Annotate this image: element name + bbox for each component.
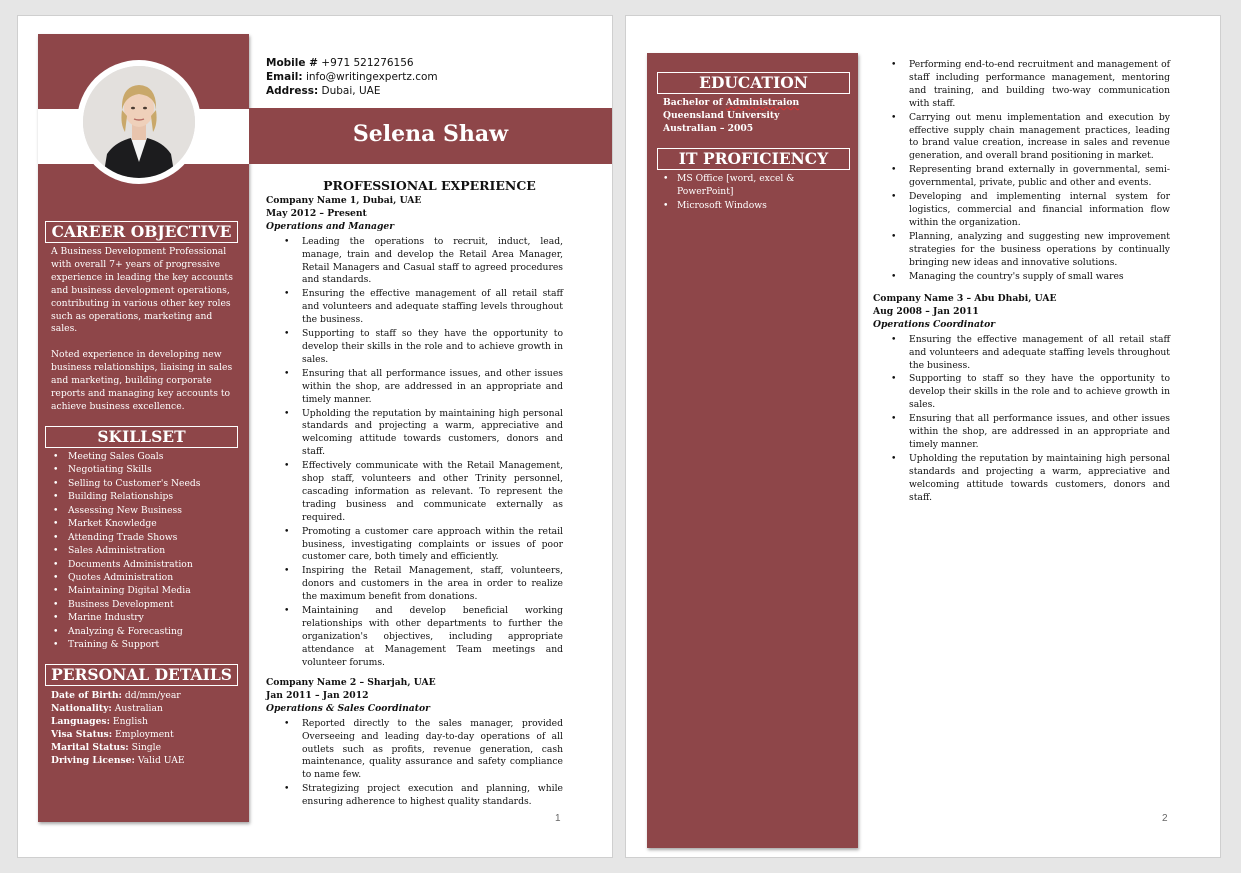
job-bullet: • Performing end-to-end recruitment and management of staff including performance management, mentoring and training, and building two-way communication with staff. xyxy=(873,59,1170,111)
page-number: 1 xyxy=(555,813,561,824)
it-proficiency-list xyxy=(659,173,829,214)
mobile-value: +971 521276156 xyxy=(321,57,414,69)
page-number: 2 xyxy=(1162,813,1168,824)
education-university: Queensland University xyxy=(663,109,780,121)
job-bullet: • Reported directly to the sales manager, provided Overseeing and leading day-to-day operations of all outlets such as profits, revenue generation, cash maintenance, quality assurance and safety compliance to name few. xyxy=(266,718,563,783)
pd-label: Nationality: xyxy=(51,703,112,714)
job-bullet: • Strategizing project execution and planning, while ensuring adherence to highest quality standards. xyxy=(266,783,563,809)
name-banner xyxy=(249,108,612,164)
job-bullets xyxy=(266,718,563,809)
skill-item: • Meeting Sales Goals xyxy=(49,450,239,463)
job-bullet: • Supporting to staff so they have the opportunity to develop their skills in the role and to achieve growth in sales. xyxy=(266,328,563,367)
job-company: Company Name 2 – Sharjah, UAE xyxy=(266,677,436,688)
page-1 xyxy=(17,15,613,858)
career-objective-title: CAREER OBJECTIVE xyxy=(45,221,238,243)
pd-row-license xyxy=(51,754,235,767)
job-role: Operations Coordinator xyxy=(873,318,996,330)
job-dates: Jan 2011 – Jan 2012 xyxy=(266,689,369,701)
job-bullet: • Ensuring the effective management of all retail staff and volunteers and adequate staffing levels throughout the business. xyxy=(266,288,563,327)
candidate-name: Selena Shaw xyxy=(352,121,509,147)
job-2-continued xyxy=(873,59,1170,284)
contact-address xyxy=(266,84,438,98)
job-3 xyxy=(873,293,1170,506)
job-company: Company Name 1, Dubai, UAE xyxy=(266,195,422,206)
skill-item: • Analyzing & Forecasting xyxy=(49,625,239,638)
pd-label: Driving License: xyxy=(51,755,135,766)
job-role: Operations and Manager xyxy=(266,220,395,232)
job-bullet: • Carrying out menu implementation and execution by effective supply chain management practices, leading to brand value creation, increase in sales and revenue generation, and overall brand positioning in market. xyxy=(873,112,1170,164)
job-dates: May 2012 – Present xyxy=(266,207,367,219)
job-2 xyxy=(266,677,563,810)
job-bullets xyxy=(873,59,1170,283)
it-item: • MS Office [word, excel & PowerPoint] xyxy=(659,173,829,199)
job-bullet: • Upholding the reputation by maintaining high personal standards and projecting a warm, appreciative and welcoming attitude towards customers, donors and staff. xyxy=(873,453,1170,505)
job-bullet: • Ensuring that all performance issues, and other issues within the shop, are addressed in an appropriate and timely manner. xyxy=(873,413,1170,452)
job-bullet: • Supporting to staff so they have the opportunity to develop their skills in the role and to achieve growth in sales. xyxy=(873,373,1170,412)
profile-photo-frame xyxy=(77,60,201,184)
career-objective-paragraph-2: Noted experience in developing new business relationships, liaising in sales and marketing, building corporate reports and managing key accounts to achieve business excellence. xyxy=(51,349,233,412)
pd-label: Visa Status: xyxy=(51,729,113,740)
job-bullet: • Inspiring the Retail Management, staff, volunteers, donors and customers in the area in order to realize the maximum benefit from donations. xyxy=(266,565,563,604)
job-bullet: • Effectively communicate with the Retail Management, shop staff, volunteers and other Trinity personnel, cascading information as relevant. To represent the trading business and communicate externally as required. xyxy=(266,460,563,525)
education-details xyxy=(663,97,847,136)
job-bullet: • Maintaining and develop beneficial working relationships with other departments to further the organization's objectives, including appropriate attendance at Management Team meetings and volunteer forums. xyxy=(266,605,563,670)
job-dates: Aug 2008 – Jan 2011 xyxy=(873,305,979,317)
page-2 xyxy=(625,15,1221,858)
skill-item: • Sales Administration xyxy=(49,544,239,557)
skill-item: • Business Development xyxy=(49,598,239,611)
skill-item: • Training & Support xyxy=(49,638,239,651)
job-company: Company Name 3 – Abu Dhabi, UAE xyxy=(873,293,1057,304)
pd-row-nationality xyxy=(51,702,235,715)
mobile-label: Mobile # xyxy=(266,57,318,69)
job-bullet: • Developing and implementing internal system for logistics, commercial and financial information flow within the organization. xyxy=(873,191,1170,230)
pd-row-dob xyxy=(51,689,235,702)
contact-block xyxy=(266,56,438,98)
pd-value: English xyxy=(112,716,148,727)
job-bullet: • Planning, analyzing and suggesting new improvement strategies for the business operations by continually bringing new ideas and innovative solutions. xyxy=(873,231,1170,270)
pd-value: Valid UAE xyxy=(137,755,185,766)
pd-label: Date of Birth: xyxy=(51,690,122,701)
it-proficiency-title: IT PROFICIENCY xyxy=(657,148,850,170)
skill-item: • Maintaining Digital Media xyxy=(49,584,239,597)
job-bullet: • Ensuring that all performance issues, and other issues within the shop, are addressed in an appropriate and timely manner. xyxy=(266,368,563,407)
skill-item: • Marine Industry xyxy=(49,611,239,624)
career-objective-paragraph-1: A Business Development Professional with overall 7+ years of progressive experience in leading the key accounts and business development operations, contributing in various other key roles such as operations, marketing and sales. xyxy=(51,246,233,335)
pd-value: Australian xyxy=(114,703,163,714)
pd-value: Employment xyxy=(115,729,174,740)
experience-heading: PROFESSIONAL EXPERIENCE xyxy=(323,178,536,193)
skill-item: • Documents Administration xyxy=(49,558,239,571)
job-bullet: • Promoting a customer care approach within the retail business, investigating complaints or issues of poor customer care, both timely and efficiently. xyxy=(266,526,563,565)
skill-item: • Selling to Customer's Needs xyxy=(49,477,239,490)
personal-details-title: PERSONAL DETAILS xyxy=(45,664,238,686)
education-degree xyxy=(663,97,847,110)
career-objective-text xyxy=(51,246,235,414)
address-value: Dubai, UAE xyxy=(321,85,381,97)
skillset-title: SKILLSET xyxy=(45,426,238,448)
pd-label: Languages: xyxy=(51,716,110,727)
skill-item: • Assessing New Business xyxy=(49,504,239,517)
profile-photo xyxy=(83,66,195,178)
pd-label: Marital Status: xyxy=(51,742,129,753)
personal-details xyxy=(51,689,235,767)
skillset-list xyxy=(49,450,239,652)
it-item: • Microsoft Windows xyxy=(659,200,829,213)
job-bullets xyxy=(266,236,563,670)
pd-row-languages xyxy=(51,715,235,728)
contact-email xyxy=(266,70,438,84)
skill-item: • Quotes Administration xyxy=(49,571,239,584)
skill-item: • Market Knowledge xyxy=(49,517,239,530)
pd-value: dd/mm/year xyxy=(124,690,181,701)
skill-item: • Building Relationships xyxy=(49,490,239,503)
degree-prefix: Bachelor of xyxy=(663,97,723,108)
job-1 xyxy=(266,195,563,671)
education-year: Australian – 2005 xyxy=(663,122,754,134)
job-bullet: • Ensuring the effective management of all retail staff and volunteers and adequate staffing levels throughout the business. xyxy=(873,334,1170,373)
job-bullet: • Managing the country's supply of small wares xyxy=(873,271,1170,284)
email-value[interactable]: info@writingexpertz.com xyxy=(305,71,438,83)
pd-value: Single xyxy=(131,742,162,753)
skill-item: • Attending Trade Shows xyxy=(49,531,239,544)
job-bullet: • Leading the operations to recruit, induct, lead, manage, train and develop the Retail Area Manager, Retail Managers and Casual staff to agreed procedures and standards. xyxy=(266,236,563,288)
education-title: EDUCATION xyxy=(657,72,850,94)
job-bullets xyxy=(873,334,1170,505)
address-label: Address: xyxy=(266,85,319,97)
pd-row-marital xyxy=(51,741,235,754)
pd-row-visa xyxy=(51,728,235,741)
job-bullet: • Upholding the reputation by maintaining high personal standards and projecting a warm, appreciative and welcoming attitude towards customers, donors and staff. xyxy=(266,408,563,460)
degree-field: Administraion xyxy=(725,97,800,108)
email-label: Email: xyxy=(266,71,303,83)
job-bullet: • Representing brand externally in governmental, semi-governmental, private, public and other and events. xyxy=(873,164,1170,190)
skill-item: • Negotiating Skills xyxy=(49,463,239,476)
job-role: Operations & Sales Coordinator xyxy=(266,702,430,714)
contact-mobile xyxy=(266,56,438,70)
